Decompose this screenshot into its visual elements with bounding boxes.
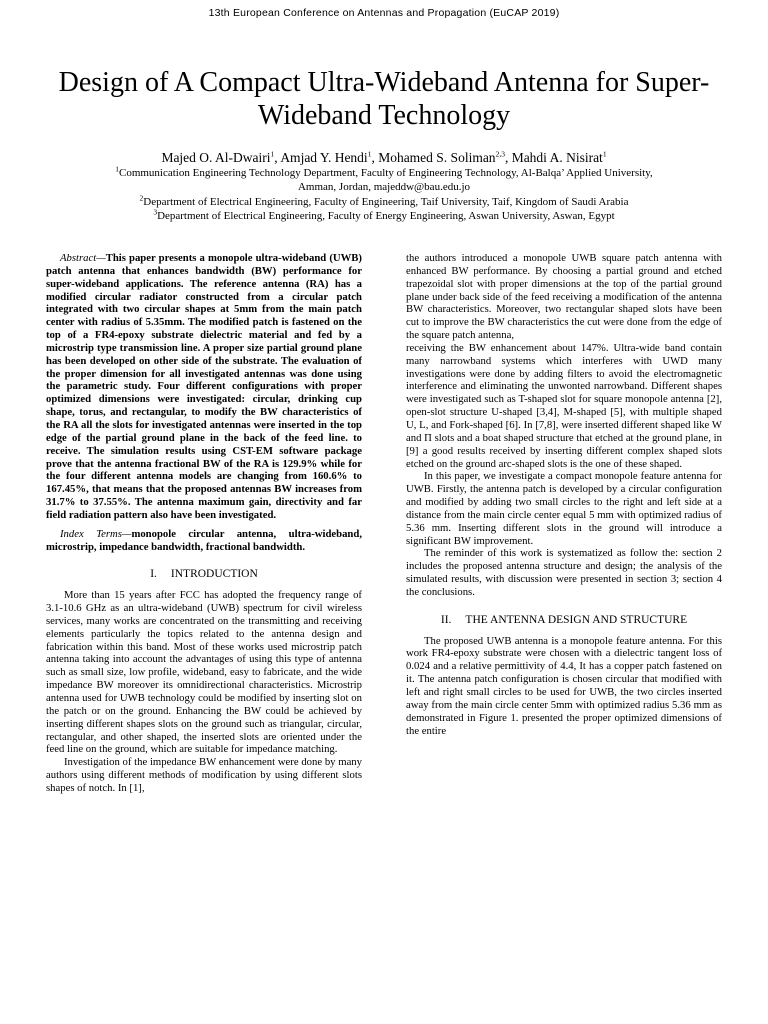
affiliation-text: Communication Engineering Technology Department, Faculty of Engineering Technology, Al-Balqa’ Applied University,: [118, 167, 653, 179]
author-name: Mohamed S. Soliman: [378, 150, 496, 165]
section-title: INTRODUCTION: [170, 568, 258, 581]
right-column: [406, 252, 722, 737]
section-heading-introduction: [46, 568, 362, 581]
body-paragraph: In this paper, we investigate a compact monopole feature antenna for UWB. Firstly, the antenna patch is developed by a circular configuration and modified by adding two small circles to the right and left side at a distance from the main circle center equal 5 mm with optimized radius of 5.36 mm. Inserting different slots in the ground will introduce a significant BW improvement.: [406, 470, 722, 547]
section-heading-antenna-design: [406, 614, 722, 627]
author-affiliation-mark: 1: [367, 149, 372, 159]
affiliation-text-continued: Amman, Jordan, majeddw@bau.edu.jo: [297, 181, 471, 193]
body-paragraph: The reminder of this work is systematized as follow the: section 2 includes the proposed antenna structure and design; the analysis of the simulated results, with discussion were presented in section 3; section 4 the conclusions.: [406, 547, 722, 598]
index-terms: [46, 528, 362, 554]
body-paragraph: the authors introduced a monopole UWB square patch antenna with enhanced BW performance. By choosing a partial ground and etched trapezoidal slot with proper dimensions at the top of the partial ground plane under back side of the feed receiving a modification of the antenna BW characteristics. Moreover, two rectangular shaped slots have been cut to improve the BW characteristics the cut were done from the edge of the square patch antenna,: [406, 252, 722, 342]
abstract-label: Abstract—: [60, 252, 106, 264]
author-affiliation-mark: 2,3: [495, 149, 505, 159]
section-number: II.: [440, 613, 452, 626]
abstract-text: This paper presents a monopole ultra-wideband (UWB) patch antenna that enhances bandwidth (BW) performance for super-wideband applications. The reference antenna (RA) has a modified circular radiator constructed from a circular patch integrated with two circular shapes at 5mm from the main patch center with radius of 5.35mm. The modified patch is fastened on the top of a FR4-epoxy substrate dielectric material and fed by a microstrip type transmission line. A proper size partial ground plane has been developed on other side of the substrate. The evaluation of the proper dimension for all investigated antennas was done using the parametric study. Four different configurations with proper optimized dimensions were investigated: circular, drinking cup shape, torus, and rectangular, to modify the BW characteristics of the RA all the slots for investigated antennas were inserted in the top edge of the partial ground plane in the back of the feed line. to receive. The simulation results using CST-EM software package prove that the antenna fractional BW of the RA is 129.9% while for the four different antenna models are changing from 160.6% to 167.45%, that means that the proposed antennas BW increases from 31.7% to 37.55%. The antenna maximum gain, directivity and far field radiation pattern also have been investigated.: [46, 252, 362, 521]
author-affiliation-mark: 1: [602, 149, 607, 159]
affiliation-3: [40, 209, 728, 223]
index-terms-label: Index Terms—: [60, 527, 132, 540]
index-terms-text: monopole circular antenna, ultra-wideband, microstrip, impedance bandwidth, fractional bandwidth.: [46, 527, 362, 553]
author-list: Majed O. Al-Dwairi$^1$, Amjad Y. Hendi$^1$, Mohamed S. Soliman$^{2,3}$, Mahdi A. Nisirat$^1$: [161, 149, 607, 165]
left-column: [46, 252, 362, 795]
abstract: [46, 252, 362, 522]
author-name: Majed O. Al-Dwairi: [161, 150, 271, 165]
body-paragraph: The proposed UWB antenna is a monopole feature antenna. For this work FR4-epoxy substrate were chosen with a dielectric tangent loss of 0.024 and a relative permittivity of 4.4, It has a copper patch fastened on it. The antenna patch configuration is chosen circular that modified with left and right small circles to be used for UWB, the two circles inserted away from the main circle center 5mm with optimized radius 5.36 mm as demonstrated in Figure 1. presented the proper optimized dimensions of the entire: [406, 634, 722, 737]
author-name: Mahdi A. Nisirat: [511, 150, 603, 165]
body-paragraph: More than 15 years after FCC has adopted the frequency range of 3.1-10.6 GHz as an ultra-wideband (UWB) spectrum for civil wireless services, many works are concentrated on the transmitting and receiving elements particularly the topics related to the antenna design and fabrication within this band. Most of these works used microstrip patch antenna taking into account the advantages of using this type of antenna such as small size, low profile, wideband, easy to fabricate, and the wide impedance BW moreover its omnidirectional characteristics. Microstrip antenna used for UWB technology could be modified by inserting slot on the patch or on the ground. Enhancing the BW could be achieved by inserting different shapes slots on the ground such as triangular, circular, rectangular, and other shaped, the inserted slots are oriented under the feed line on the ground, which are suitable for impedance matching.: [46, 589, 362, 756]
affiliation-text: Department of Electrical Engineering, Faculty of Engineering, Taif University, Taif, Kingdom of Saudi Arabia: [143, 196, 629, 208]
author-affiliation-mark: 1: [270, 149, 275, 159]
affiliation-text: Department of Electrical Engineering, Faculty of Energy Engineering, Aswan University, Aswan, Egypt: [157, 210, 615, 222]
body-paragraph: receiving the BW enhancement about 147%. Ultra-wide band contain many narrowband systems which interferes with UWD many investigations were done by adding filters to avoid the electromagnetic interference and eliminating the unwonted narrowband. Different shapes were investigated such as T-shaped slot for square monopole antenna [2], open-slot structure U-shaped [3,4], M-shaped [5], with multiple shaped U, L, and Fork-shaped [6]. In [7,8], were inserted different shaped like W and Π slots and a boat shaped structure that etched at the ground plane, in [9] a good results received by inserting different complex shaped slots etched on the ground arc-shaped slots is the one of these shaped.: [406, 341, 722, 470]
affiliation-1: [40, 166, 728, 194]
affiliation-mark: 3: [153, 207, 158, 217]
paper-title: Design of A Compact Ultra-Wideband Antenna for Super-Wideband Technology: [58, 67, 710, 131]
body-paragraph: Investigation of the impedance BW enhancement were done by many authors using different methods of modification by using different slots shapes of notch. In [1],: [46, 756, 362, 794]
author-name: Amjad Y. Hendi: [280, 150, 368, 165]
affiliation-2: [40, 195, 728, 209]
section-number: I.: [150, 568, 157, 581]
conference-header: 13th European Conference on Antennas and Propagation (EuCAP 2019): [208, 7, 560, 19]
section-title: THE ANTENNA DESIGN AND STRUCTURE: [465, 613, 688, 626]
affiliation-mark: 2: [139, 193, 144, 203]
affiliation-mark: 1: [115, 164, 119, 174]
